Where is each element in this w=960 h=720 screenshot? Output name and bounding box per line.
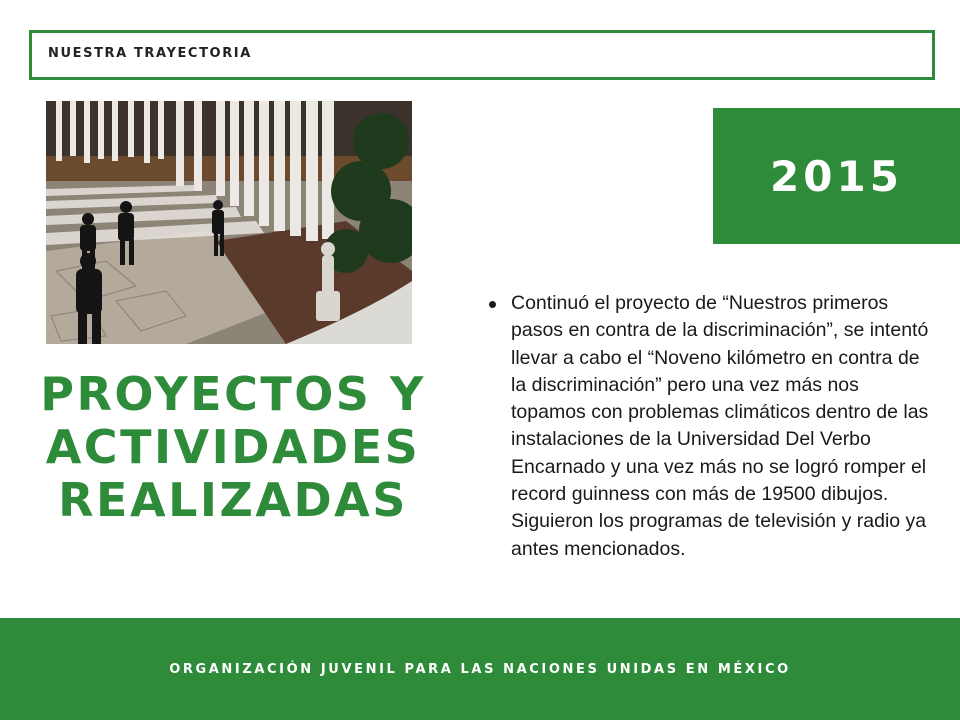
year-badge [713,108,960,244]
title-line-2: ACTIVIDADES [45,420,421,474]
section-header-box [29,30,935,80]
title-line-1: PROYECTOS Y [40,367,426,421]
year-text: 2015 [770,152,903,201]
footer-bar [0,618,960,720]
event-photo-illustration [46,101,412,344]
bullet-text: Continuó el proyecto de “Nuestros primeros pasos en contra de la discriminación”, se intentó llevar a cabo el “Noveno kilómetro en contra de la discriminación” pero una vez más nos topamos con problemas climáticos dentro de las instalaciones de la Universidad Del Verbo Encarnado y una vez más no se logró romper el record guinness con más de 19500 dibujos. Siguieron los programas de televisión y radio ya antes mencionados. [511,292,929,560]
page-title [28,368,438,527]
section-label: NUESTRA TRAYECTORIA [48,46,252,61]
title-line-3: REALIZADAS [58,473,408,527]
event-photo [46,101,412,344]
list-item [488,290,938,563]
bullet-dot-icon [489,301,496,308]
body-bullet-list [488,290,938,563]
footer-text: ORGANIZACIÓN JUVENIL PARA LAS NACIONES UNIDAS EN MÉXICO [169,662,791,677]
